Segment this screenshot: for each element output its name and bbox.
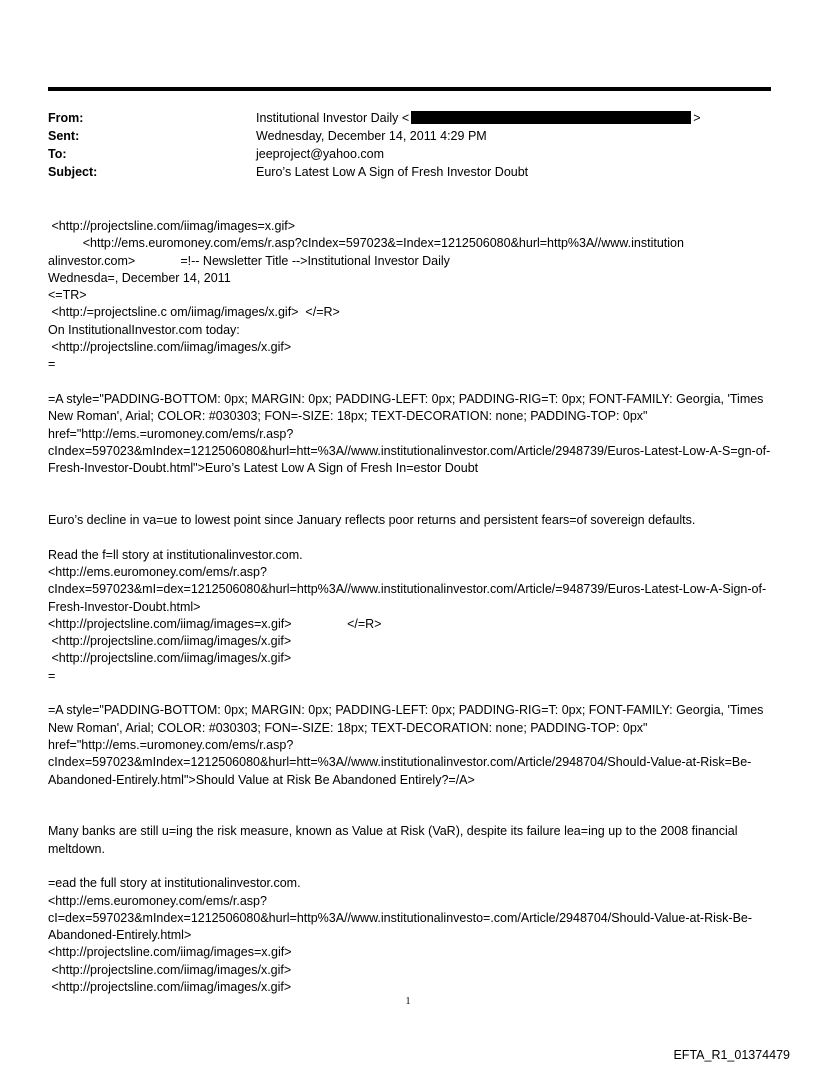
body-line: <http://ems.euromoney.com/ems/r.asp?cIndex=597023&=Index=1212506080&hurl=http%3A//www.institution alinvestor.com> =!-- Newsletter Title -->Institutional Investor Daily bbox=[48, 236, 688, 268]
email-body bbox=[48, 218, 772, 996]
sent-value: Wednesday, December 14, 2011 4:29 PM bbox=[256, 129, 487, 143]
email-header bbox=[48, 109, 701, 181]
body-line: <http://projectsline.com/iimag/images=x.gif> bbox=[48, 945, 292, 960]
article2-read-more: =ead the full story at institutionalinvestor.com. bbox=[48, 876, 301, 891]
from-value-text: Institutional Investor Daily < bbox=[256, 111, 410, 125]
from-row bbox=[48, 109, 701, 127]
body-line: <http://projectsline.com/iimag/images/x.gif> bbox=[48, 651, 292, 666]
body-line: <http://projectsline.com/iimag/images/x.gif> bbox=[48, 340, 292, 355]
sent-label: Sent: bbox=[48, 129, 80, 143]
to-label: To: bbox=[48, 147, 67, 161]
body-line: <=TR> bbox=[48, 288, 87, 303]
page-number: 1 bbox=[405, 996, 411, 1007]
article1-summary: Euro’s decline in va=ue to lowest point since January reflects poor returns and persistent fears=of sovereign defaults. bbox=[48, 513, 696, 528]
body-line: Wednesda=, December 14, 2011 bbox=[48, 270, 231, 285]
document-id: EFTA_R1_01374479 bbox=[673, 1048, 790, 1062]
subject-row bbox=[48, 163, 701, 181]
top-rule bbox=[48, 87, 771, 91]
body-line: On InstitutionalInvestor.com today: bbox=[48, 322, 240, 337]
sent-row bbox=[48, 127, 701, 145]
body-line: <http://projectsline.com/iimag/images/x.gif> bbox=[48, 980, 292, 995]
article1-style-block: =A style="PADDING-BOTTOM: 0px; MARGIN: 0px; PADDING-LEFT: 0px; PADDING-RIG=T: 0px; FONT-FAMILY: Georgia, 'Times New Roman', Arial; COLOR: #030303; FON=-SIZE: 18px; TEXT-DECORATION: none; PADDING-TOP: 0px" href="http://ems.=uromoney.com/ems/r.asp?cIndex=597023&mIndex=1212506080&hurl=htt=%3A//www.institutionalinvestor.com/Article/2948739/Euros-Latest-Low-A-S=gn-of-Fresh-Investor-Doubt.html">Euro’s Latest Low A Sign of Fresh In=estor Doubt bbox=[48, 391, 771, 476]
article2-style-block: =A style="PADDING-BOTTOM: 0px; MARGIN: 0px; PADDING-LEFT: 0px; PADDING-RIG=T: 0px; FONT-FAMILY: Georgia, 'Times New Roman', Arial; COLOR: #030303; FON=-SIZE: 18px; TEXT-DECORATION: none; PADDING-TOP: 0px" href="http://ems.=uromoney.com/ems/r.asp?cIndex=597023&mIndex=1212506080&hurl=htt=%3A//www.institutionalinvestor.com/Article/2948704/Should-Value-at-Risk=Be-Abandoned-Entirely.html">Should Value at Risk Be Abandoned Entirely?=/A> bbox=[48, 703, 767, 787]
article1-link[interactable]: <http://ems.euromoney.com/ems/r.asp?cIndex=597023&mI=dex=1212506080&hurl=http%3A//www.institutionalinvestor.com/Article/=948739/Euros-Latest-Low-A-Sign-of-Fresh-Investor-Doubt.html> bbox=[48, 564, 767, 614]
body-line: <http://projectsline.com/iimag/images=x.gif> bbox=[48, 219, 296, 233]
redaction-bar bbox=[411, 111, 691, 124]
to-row bbox=[48, 145, 701, 163]
article2-summary: Many banks are still u=ing the risk measure, known as Value at Risk (VaR), despite its failure lea=ing up to the 2008 financial meltdown. bbox=[48, 824, 741, 856]
body-line: <http:/=projectsline.c om/iimag/images/x.gif> </=R> bbox=[48, 305, 340, 320]
from-value bbox=[256, 109, 701, 127]
to-value: jeeproject@yahoo.com bbox=[256, 147, 385, 161]
body-line: = bbox=[48, 357, 56, 372]
article2-link[interactable]: <http://ems.euromoney.com/ems/r.asp?cI=dex=597023&mIndex=1212506080&hurl=http%3A//www.institutionalinvesto=.com/Article/2948704/Should-Value-at-Risk-Be-Abandoned-Entirely.html> bbox=[48, 893, 753, 943]
article1-read-more: Read the f=ll story at institutionalinvestor.com. bbox=[48, 547, 303, 562]
subject-value: Euro’s Latest Low A Sign of Fresh Investor Doubt bbox=[256, 165, 529, 179]
body-line: <http://projectsline.com/iimag/images/x.gif> bbox=[48, 634, 292, 649]
subject-label: Subject: bbox=[48, 165, 98, 179]
body-line: <http://projectsline.com/iimag/images=x.gif> </=R> bbox=[48, 616, 382, 631]
body-line: <http://projectsline.com/iimag/images/x.gif> bbox=[48, 962, 292, 977]
body-line: = bbox=[48, 668, 56, 683]
from-value-close: > bbox=[693, 111, 701, 125]
from-label: From: bbox=[48, 111, 84, 125]
